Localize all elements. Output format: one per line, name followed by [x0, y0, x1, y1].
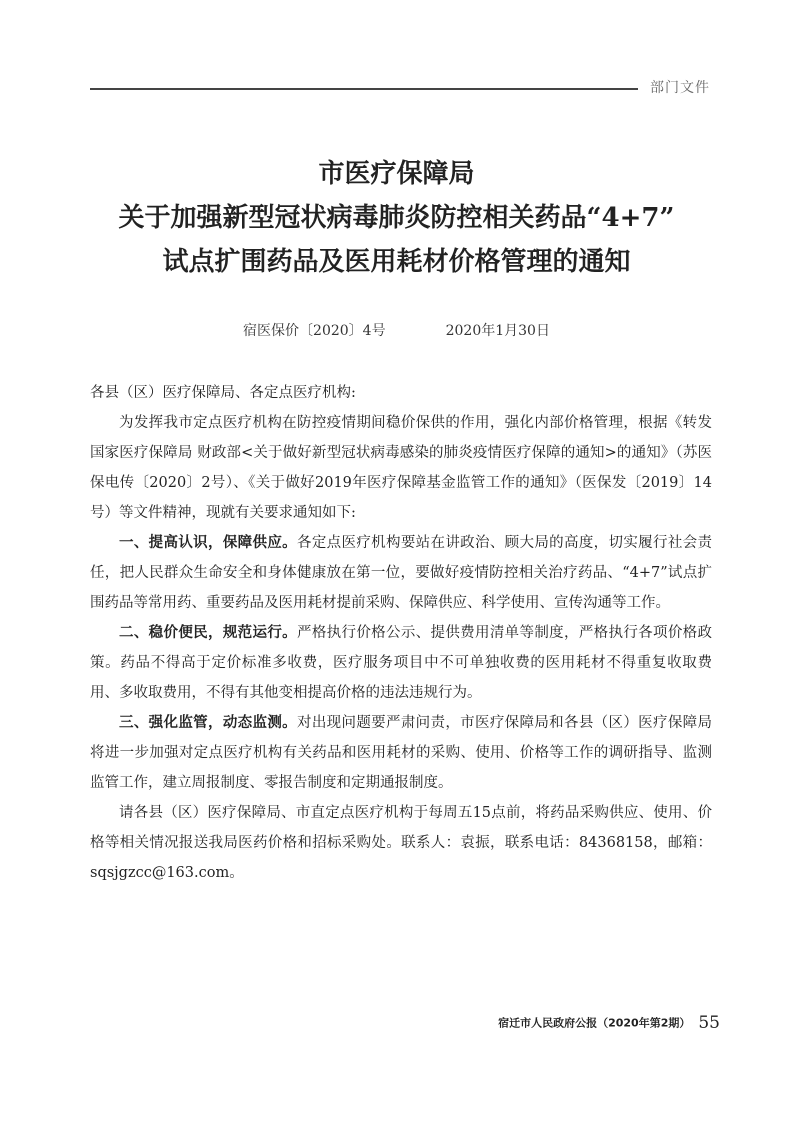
- section-lead-1: 一、提高认识，保障供应。: [119, 535, 297, 551]
- intro-paragraph: 为发挥我市定点医疗机构在防控疫情期间稳价保供的作用，强化内部价格管理，根据《转发国家医疗保障局 财政部<关于做好新型冠状病毒感染的肺炎疫情医疗保障的通知>的通知》（苏医保电传〔2020〕2号）、《关于做好2019年医疗保障基金监管工作的通知》（医保发〔2019〕14号）等文件精神，现就有关要求通知如下:: [90, 415, 712, 521]
- title-line-1: 市医疗保障局: [318, 159, 475, 189]
- document-meta: [60, 320, 733, 340]
- section-text-3: 对出现问题要严肃问责，市医疗保障局和各县（区）医疗保障局将进一步加强对定点医疗机构有关药品和医用耗材的采购、使用、价格等工作的调研指导、监测监管工作，建立周报制度、零报告制度和定期通报制度。: [90, 715, 712, 791]
- page-footer: [470, 1012, 720, 1033]
- salutation: 各县（区）医疗保障局、各定点医疗机构:: [90, 385, 356, 401]
- doc-date: 2020年1月30日: [445, 323, 550, 339]
- section-lead-2: 二、稳价便民，规范运行。: [119, 625, 297, 641]
- header-rule: [90, 88, 638, 90]
- section-paragraph-3: [90, 708, 712, 798]
- document-title: [60, 152, 733, 284]
- publication-name: 宿迁市人民政府公报（2020年第2期）: [498, 1016, 691, 1030]
- section-text-2: 严格执行价格公示、提供费用清单等制度，严格执行各项价格政策。药品不得高于定价标准多收费，医疗服务项目中不可单独收费的医用耗材不得重复收取费用、多收取费用，不得有其他变相提高价格的违法违规行为。: [90, 625, 712, 701]
- page-number: 55: [698, 1012, 720, 1033]
- section-label: 部门文件: [650, 80, 710, 96]
- section-paragraph-1: [90, 528, 712, 618]
- section-text-1: 各定点医疗机构要站在讲政治、顾大局的高度，切实履行社会责任，把人民群众生命安全和身体健康放在第一位，要做好疫情防控相关治疗药品、“4+7”试点扩围药品等常用药、重要药品及医用耗材提前采购、保障供应、科学使用、宣传沟通等工作。: [90, 535, 712, 611]
- section-lead-3: 三、强化监管，动态监测。: [119, 715, 297, 731]
- title-line-3: 试点扩围药品及医用耗材价格管理的通知: [162, 247, 631, 277]
- section-paragraph-2: [90, 618, 712, 708]
- document-body: [90, 378, 712, 888]
- closing-paragraph: 请各县（区）医疗保障局、市直定点医疗机构于每周五15点前，将药品采购供应、使用、价格等相关情况报送我局医药价格和招标采购处。联系人：袁振，联系电话：84368158，邮箱：sqsjgzcc@163.com。: [90, 805, 712, 881]
- doc-number: 宿医保价〔2020〕4号: [243, 323, 386, 339]
- title-line-2: 关于加强新型冠状病毒肺炎防控相关药品“4+7”: [118, 203, 675, 233]
